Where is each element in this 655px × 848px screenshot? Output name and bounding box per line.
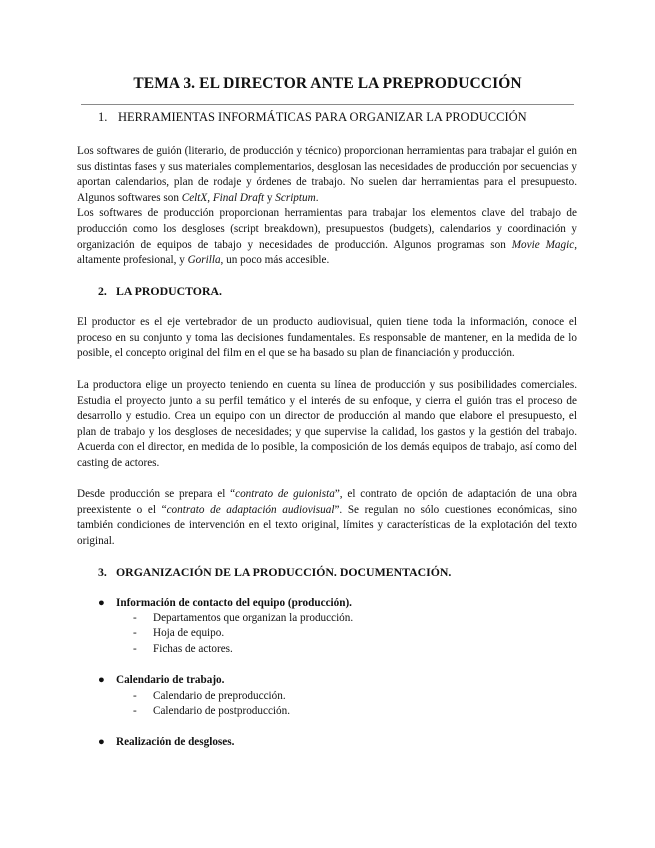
sub-item-label: Calendario de preproducción. [153, 690, 286, 702]
sub-item [133, 690, 286, 702]
sub-item [133, 612, 353, 624]
text-run: Los softwares de guión (literario, de producción y técnico) proporcionan herramientas para trabajar el guión en sus distintas fases y sus materiales complementarios, desglosan las necesidades de producción por secuencias y aportan calendarios, plan de rodaje y órdenes de trabajo. No suelen dar herramientas para el presupuesto. Algunos softwares son [77, 145, 577, 204]
text-run: , [207, 191, 213, 204]
bullet-item [98, 597, 352, 609]
section-3-heading [98, 565, 451, 580]
section-1-heading [98, 110, 527, 125]
text-run: . [315, 191, 319, 204]
text-run: y [264, 191, 276, 204]
software-name: Gorilla [187, 254, 221, 267]
bullet-item [98, 736, 234, 748]
dash-icon: - [133, 643, 137, 655]
dash-icon: - [133, 627, 137, 639]
bullet-title: Información de contacto del equipo (producción). [116, 597, 352, 609]
dash-icon: - [133, 612, 137, 624]
contract-name: contrato de guionista [235, 488, 335, 500]
bullet-icon: ● [98, 674, 105, 686]
section-1-paragraph-1 [77, 144, 577, 269]
software-name: Movie Magic [511, 238, 575, 251]
software-name: CeltX [181, 191, 208, 204]
section-1-title: HERRAMIENTAS INFORMÁTICAS PARA ORGANIZAR LA PRODUCCIÓN [118, 110, 527, 124]
dash-icon: - [133, 705, 137, 717]
contract-name: contrato de adaptación audiovisual [166, 503, 335, 516]
bullet-item [98, 674, 224, 686]
title-divider [81, 104, 574, 105]
text-run: , altamente profesional, y [77, 238, 577, 267]
bullet-icon: ● [98, 736, 105, 748]
text-run: ”. Se regulan no sólo cuestiones económicas, sino también condiciones de intervención en el texto original, límites y características de la explotación del texto original. [77, 503, 577, 547]
software-name: Scriptum [275, 191, 316, 204]
sub-item [133, 705, 290, 717]
sub-item-label: Departamentos que organizan la producción. [153, 612, 354, 624]
section-1-number: 1. [98, 110, 108, 124]
section-3-title: ORGANIZACIÓN DE LA PRODUCCIÓN. DOCUMENTACIÓN. [116, 565, 452, 579]
text-run: Desde producción se prepara el “ [77, 488, 236, 500]
section-2-number: 2. [98, 284, 107, 298]
sub-item-label: Fichas de actores. [153, 643, 233, 655]
bullet-title: Calendario de trabajo. [116, 674, 225, 686]
dash-icon: - [133, 690, 137, 702]
bullet-icon: ● [98, 597, 105, 609]
section-2-paragraph-1: El productor es el eje vertebrador de un producto audiovisual, quien tiene toda la información, conoce el proceso en su conjunto y toma las decisiones fundamentales. Es responsable de mantener, en la medida de lo posible, el concepto original del film en el que se ha basado su plan de financiación y producción. [77, 316, 577, 360]
section-2-paragraph-3 [77, 487, 577, 549]
section-2-paragraph-2: La productora elige un proyecto teniendo en cuenta su línea de producción y sus posibilidades comerciales. Estudia el proyecto junto a su perfil temático y el interés de su enfoque, y cierra el guión tras el proceso de desarrollo y estudio. Crea un equipo con un director de producción al mando que elabore el presupuesto, el plan de trabajo y los desgloses de necesidades; y que supervise la calidad, los gastos y la gestión del trabajo. Acuerda con el director, en medida de lo posible, la composición de los demás equipos de trabajo, así como del casting de actores. [77, 379, 577, 469]
text-run: Los softwares de producción proporcionan herramientas para trabajar los elementos clave del trabajo de producción como los desgloses (script breakdown), presupuestos (budgets), calendarios y coordinación y organización de equipos de tabajo y necesidades de producción. Algunos programas son [77, 207, 577, 251]
bullet-title: Realización de desgloses. [116, 736, 235, 748]
section-2-title: LA PRODUCTORA. [116, 284, 222, 298]
sub-item [133, 627, 224, 639]
text-run: , un poco más accesible. [220, 254, 330, 267]
sub-item-label: Hoja de equipo. [153, 627, 225, 639]
section-2-heading [98, 284, 222, 299]
software-name: Final Draft [212, 191, 265, 204]
text-run: ”, el contrato de opción de adaptación de una obra preexistente o el “ [77, 488, 578, 516]
sub-item [133, 643, 233, 655]
sub-item-label: Calendario de postproducción. [153, 705, 291, 717]
page-title: TEMA 3. EL DIRECTOR ANTE LA PREPRODUCCIÓN [133, 75, 522, 92]
section-3-number: 3. [98, 565, 107, 579]
